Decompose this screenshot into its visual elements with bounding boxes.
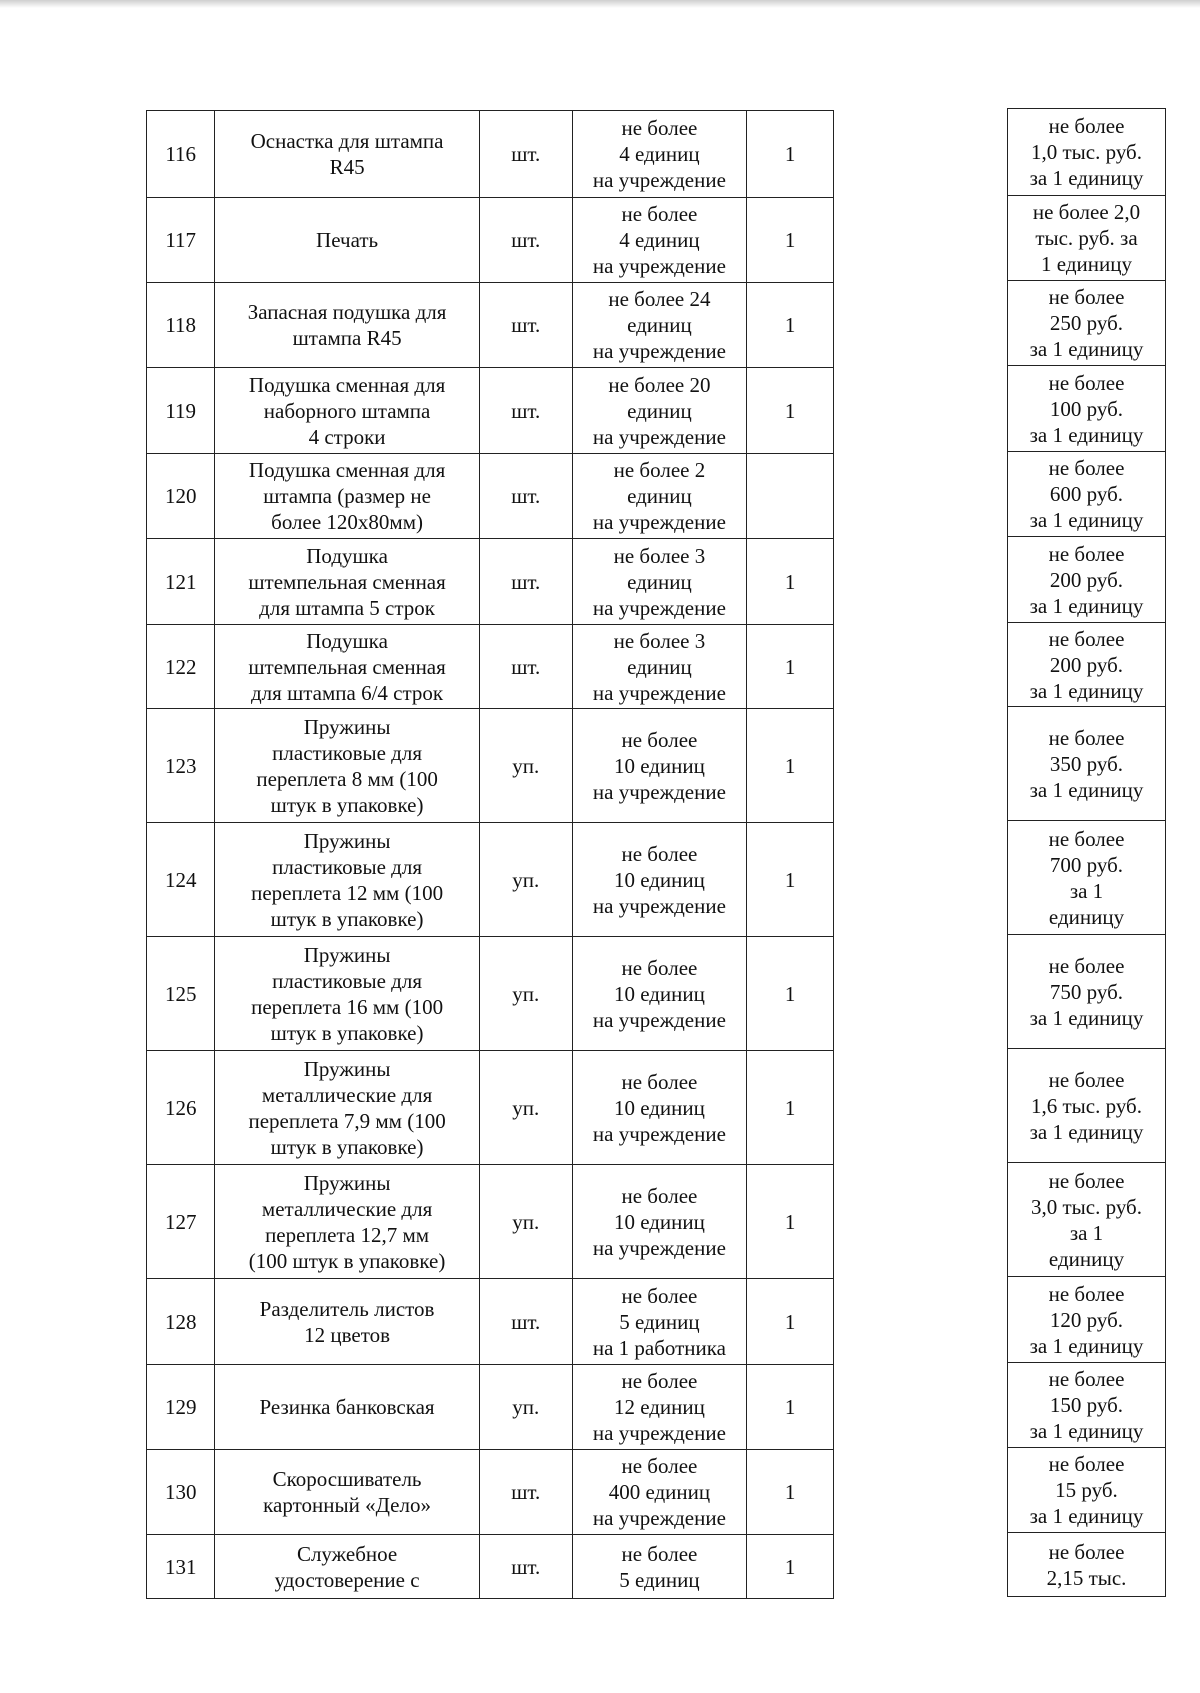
price-row bbox=[1008, 281, 1166, 366]
item-name-cell bbox=[215, 1535, 479, 1599]
unit-cell bbox=[479, 1450, 572, 1535]
price-text: не более 200 руб. за 1 единицу bbox=[1029, 626, 1144, 703]
count-cell bbox=[747, 1279, 834, 1365]
item-name-cell bbox=[215, 1450, 479, 1535]
price-text: не более 250 руб. за 1 единицу bbox=[1029, 285, 1144, 361]
item-name-cell bbox=[215, 111, 479, 198]
count-cell bbox=[747, 625, 834, 709]
row-number-cell bbox=[147, 1165, 215, 1279]
row-number-cell bbox=[147, 454, 215, 539]
row-number-cell bbox=[147, 111, 215, 198]
price-cell bbox=[1008, 1363, 1166, 1448]
table-row bbox=[147, 1051, 834, 1165]
price-row bbox=[1008, 196, 1166, 281]
unit-text: уп. bbox=[512, 867, 540, 892]
unit-cell bbox=[479, 368, 572, 454]
price-row bbox=[1008, 537, 1166, 623]
count-cell bbox=[747, 454, 834, 539]
count-text: 1 bbox=[784, 228, 796, 252]
price-text: не более 200 руб. за 1 единицу bbox=[1029, 541, 1144, 618]
row-number-cell bbox=[147, 625, 215, 709]
price-text: не более 2,0 тыс. руб. за 1 единицу bbox=[1032, 200, 1141, 276]
row-number-text: 116 bbox=[165, 142, 197, 166]
quantity-norm-cell bbox=[572, 1165, 747, 1279]
unit-cell bbox=[479, 1365, 572, 1450]
item-name-text: Запасная подушка для штампа R45 bbox=[247, 300, 447, 350]
price-row bbox=[1008, 1533, 1166, 1597]
row-number-cell bbox=[147, 1051, 215, 1165]
unit-text: шт. bbox=[511, 142, 541, 166]
row-number-text: 127 bbox=[164, 1209, 197, 1234]
table-row bbox=[147, 625, 834, 709]
count-text: 1 bbox=[784, 1095, 796, 1120]
row-number-cell bbox=[147, 198, 215, 283]
count-cell bbox=[747, 709, 834, 823]
row-number-cell bbox=[147, 1279, 215, 1365]
count-cell bbox=[747, 539, 834, 625]
item-name-text: Оснастка для штампа R45 bbox=[250, 129, 444, 179]
count-text: 1 bbox=[784, 398, 796, 423]
item-name-cell bbox=[215, 937, 479, 1051]
quantity-norm-text: не более 12 единиц на учреждение bbox=[592, 1369, 726, 1445]
item-name-text: Разделитель листов 12 цветов bbox=[259, 1296, 435, 1347]
quantity-norm-cell bbox=[572, 1279, 747, 1365]
price-row bbox=[1008, 1049, 1166, 1163]
price-cell bbox=[1008, 452, 1166, 537]
row-number-text: 119 bbox=[165, 398, 197, 423]
quantity-norm-text: не более 5 единиц на 1 работника bbox=[592, 1283, 726, 1360]
quantity-norm-cell bbox=[572, 454, 747, 539]
price-text: не более 700 руб. за 1 единицу bbox=[1048, 826, 1125, 929]
unit-text: шт. bbox=[511, 1309, 541, 1334]
quantity-norm-text: не более 10 единиц на учреждение bbox=[592, 727, 726, 804]
row-number-cell bbox=[147, 1365, 215, 1450]
row-number-text: 120 bbox=[164, 484, 197, 508]
row-number-text: 128 bbox=[164, 1309, 197, 1334]
quantity-norm-text: не более 10 единиц на учреждение bbox=[592, 841, 726, 918]
norms-table-body bbox=[147, 111, 834, 1599]
row-number-cell bbox=[147, 539, 215, 625]
count-text: 1 bbox=[784, 142, 796, 166]
item-name-text: Пружины пластиковые для переплета 8 мм (100 штук в упаковке) bbox=[256, 714, 438, 817]
row-number-text: 129 bbox=[164, 1395, 197, 1419]
item-name-text: Скоросшиватель картонный «Дело» bbox=[263, 1467, 431, 1517]
quantity-norm-cell bbox=[572, 283, 747, 368]
quantity-norm-text: не более 10 единиц на учреждение bbox=[592, 955, 726, 1032]
unit-text: уп. bbox=[512, 753, 540, 778]
item-name-text: Пружины пластиковые для переплета 12 мм (100 штук в упаковке) bbox=[251, 828, 444, 931]
item-name-text: Подушка сменная для штампа (размер не более 120х80мм) bbox=[248, 458, 446, 534]
table-row bbox=[147, 823, 834, 937]
count-cell bbox=[747, 1051, 834, 1165]
quantity-norm-text: не более 3 единиц на учреждение bbox=[592, 628, 726, 705]
count-cell bbox=[747, 1535, 834, 1599]
price-text: не более 750 руб. за 1 единицу bbox=[1029, 953, 1144, 1030]
unit-text: шт. bbox=[511, 654, 541, 679]
table-row bbox=[147, 1165, 834, 1279]
quantity-norm-text: не более 5 единиц bbox=[619, 1541, 700, 1592]
item-name-text: Подушка сменная для наборного штампа 4 строки bbox=[248, 372, 446, 449]
item-name-cell bbox=[215, 709, 479, 823]
price-cell bbox=[1008, 707, 1166, 821]
row-number-cell bbox=[147, 1450, 215, 1535]
item-name-cell bbox=[215, 1365, 479, 1450]
item-name-text: Пружины пластиковые для переплета 16 мм (100 штук в упаковке) bbox=[251, 942, 444, 1045]
row-number-cell bbox=[147, 823, 215, 937]
row-number-text: 126 bbox=[164, 1095, 197, 1120]
price-text: не более 1,6 тыс. руб. за 1 единицу bbox=[1029, 1067, 1144, 1144]
unit-cell bbox=[479, 539, 572, 625]
price-text: не более 350 руб. за 1 единицу bbox=[1029, 725, 1144, 802]
price-cell bbox=[1008, 109, 1166, 196]
price-cell bbox=[1008, 537, 1166, 623]
count-text: 1 bbox=[784, 981, 796, 1006]
price-cell bbox=[1008, 1277, 1166, 1363]
price-text: не более 120 руб. за 1 единицу bbox=[1029, 1281, 1144, 1358]
count-text: 1 bbox=[784, 1480, 796, 1504]
price-cell bbox=[1008, 1049, 1166, 1163]
count-cell bbox=[747, 1450, 834, 1535]
price-row bbox=[1008, 707, 1166, 821]
item-name-cell bbox=[215, 1051, 479, 1165]
count-text: 1 bbox=[784, 1554, 796, 1579]
quantity-norm-text: не более 24 единиц на учреждение bbox=[592, 287, 726, 363]
quantity-norm-text: не более 10 единиц на учреждение bbox=[592, 1183, 726, 1260]
item-name-cell bbox=[215, 625, 479, 709]
count-cell bbox=[747, 368, 834, 454]
row-number-text: 124 bbox=[164, 867, 197, 892]
unit-cell bbox=[479, 1535, 572, 1599]
price-cell bbox=[1008, 623, 1166, 707]
quantity-norm-cell bbox=[572, 1051, 747, 1165]
count-text: 1 bbox=[784, 569, 796, 594]
row-number-cell bbox=[147, 709, 215, 823]
price-row bbox=[1008, 366, 1166, 452]
price-row bbox=[1008, 821, 1166, 935]
unit-text: уп. bbox=[512, 981, 540, 1006]
count-text: 1 bbox=[784, 1395, 796, 1419]
row-number-text: 125 bbox=[164, 981, 197, 1006]
item-name-text: Подушка штемпельная сменная для штампа 6/4 строк bbox=[248, 628, 446, 705]
quantity-norm-text: не более 400 единиц на учреждение bbox=[592, 1454, 726, 1530]
quantity-norm-text: не более 4 единиц на учреждение bbox=[592, 116, 726, 192]
table-row bbox=[147, 198, 834, 283]
price-cell bbox=[1008, 1448, 1166, 1533]
table-row bbox=[147, 1365, 834, 1450]
quantity-norm-cell bbox=[572, 539, 747, 625]
unit-text: шт. bbox=[511, 313, 541, 337]
table-row bbox=[147, 283, 834, 368]
price-cell bbox=[1008, 821, 1166, 935]
price-cell bbox=[1008, 1533, 1166, 1597]
unit-cell bbox=[479, 283, 572, 368]
unit-text: шт. bbox=[511, 228, 541, 252]
quantity-norm-text: не более 4 единиц на учреждение bbox=[592, 202, 726, 278]
count-text: 1 bbox=[784, 753, 796, 778]
price-cell bbox=[1008, 1163, 1166, 1277]
row-number-text: 122 bbox=[164, 654, 197, 679]
unit-text: шт. bbox=[511, 1554, 541, 1579]
item-name-cell bbox=[215, 283, 479, 368]
scan-top-edge bbox=[0, 0, 1200, 8]
row-number-text: 117 bbox=[165, 228, 197, 252]
price-text: не более 100 руб. за 1 единицу bbox=[1029, 370, 1144, 447]
quantity-norm-cell bbox=[572, 368, 747, 454]
row-number-cell bbox=[147, 1535, 215, 1599]
row-number-text: 118 bbox=[165, 313, 197, 337]
price-cell bbox=[1008, 366, 1166, 452]
row-number-cell bbox=[147, 937, 215, 1051]
price-row bbox=[1008, 935, 1166, 1049]
table-row bbox=[147, 454, 834, 539]
quantity-norm-cell bbox=[572, 1535, 747, 1599]
row-number-text: 121 bbox=[164, 569, 197, 594]
quantity-norm-cell bbox=[572, 709, 747, 823]
price-row bbox=[1008, 109, 1166, 196]
count-text: 1 bbox=[784, 654, 796, 679]
price-row bbox=[1008, 1277, 1166, 1363]
item-name-cell bbox=[215, 823, 479, 937]
unit-cell bbox=[479, 625, 572, 709]
count-text: 1 bbox=[784, 1309, 796, 1334]
quantity-norm-cell bbox=[572, 111, 747, 198]
price-text: не более 1,0 тыс. руб. за 1 единицу bbox=[1029, 114, 1144, 190]
unit-cell bbox=[479, 454, 572, 539]
quantity-norm-cell bbox=[572, 1450, 747, 1535]
count-cell bbox=[747, 1365, 834, 1450]
unit-cell bbox=[479, 198, 572, 283]
item-name-cell bbox=[215, 1165, 479, 1279]
price-text: не более 3,0 тыс. руб. за 1 единицу bbox=[1031, 1168, 1142, 1271]
table-row bbox=[147, 937, 834, 1051]
table-row bbox=[147, 709, 834, 823]
unit-text: шт. bbox=[511, 484, 541, 508]
unit-cell bbox=[479, 1051, 572, 1165]
item-name-cell bbox=[215, 454, 479, 539]
price-text: не более 150 руб. за 1 единицу bbox=[1029, 1367, 1144, 1443]
count-cell bbox=[747, 1165, 834, 1279]
count-cell bbox=[747, 823, 834, 937]
unit-cell bbox=[479, 709, 572, 823]
quantity-norm-text: не более 3 единиц на учреждение bbox=[592, 543, 726, 620]
price-text: не более 600 руб. за 1 единицу bbox=[1029, 456, 1144, 532]
unit-text: шт. bbox=[511, 1480, 541, 1504]
price-row bbox=[1008, 1363, 1166, 1448]
price-row bbox=[1008, 1163, 1166, 1277]
price-cell bbox=[1008, 196, 1166, 281]
item-name-text: Пружины металлические для переплета 7,9 мм (100 штук в упаковке) bbox=[248, 1056, 446, 1159]
unit-text: уп. bbox=[512, 1209, 540, 1234]
table-row bbox=[147, 368, 834, 454]
item-name-cell bbox=[215, 198, 479, 283]
count-cell bbox=[747, 937, 834, 1051]
count-cell bbox=[747, 111, 834, 198]
table-row bbox=[147, 1279, 834, 1365]
table-row bbox=[147, 1535, 834, 1599]
quantity-norm-cell bbox=[572, 823, 747, 937]
item-name-cell bbox=[215, 368, 479, 454]
price-column-body bbox=[1008, 109, 1166, 1597]
price-cell bbox=[1008, 281, 1166, 366]
unit-cell bbox=[479, 1165, 572, 1279]
count-cell bbox=[747, 198, 834, 283]
count-cell bbox=[747, 283, 834, 368]
table-row bbox=[147, 1450, 834, 1535]
norms-table bbox=[146, 110, 834, 1599]
row-number-cell bbox=[147, 368, 215, 454]
item-name-text: Служебное удостоверение с bbox=[274, 1541, 420, 1592]
row-number-text: 131 bbox=[164, 1554, 197, 1579]
item-name-text: Пружины металлические для переплета 12,7 мм (100 штук в упаковке) bbox=[248, 1170, 446, 1273]
row-number-cell bbox=[147, 283, 215, 368]
count-text: 1 bbox=[784, 867, 796, 892]
quantity-norm-text: не более 20 единиц на учреждение bbox=[592, 372, 726, 449]
quantity-norm-text: не более 10 единиц на учреждение bbox=[592, 1069, 726, 1146]
item-name-cell bbox=[215, 539, 479, 625]
quantity-norm-text: не более 2 единиц на учреждение bbox=[592, 458, 726, 534]
quantity-norm-cell bbox=[572, 625, 747, 709]
item-name-text: Печать bbox=[316, 228, 379, 252]
unit-text: уп. bbox=[512, 1095, 540, 1120]
item-name-text: Резинка банковская bbox=[259, 1395, 435, 1419]
unit-cell bbox=[479, 937, 572, 1051]
quantity-norm-cell bbox=[572, 198, 747, 283]
price-row bbox=[1008, 452, 1166, 537]
unit-text: шт. bbox=[511, 569, 541, 594]
price-text: не более 15 руб. за 1 единицу bbox=[1029, 1452, 1144, 1528]
row-number-text: 130 bbox=[164, 1480, 197, 1504]
count-text: 1 bbox=[784, 313, 796, 337]
row-number-text: 123 bbox=[164, 753, 197, 778]
item-name-cell bbox=[215, 1279, 479, 1365]
price-column-table bbox=[1007, 108, 1166, 1597]
item-name-text: Подушка штемпельная сменная для штампа 5 строк bbox=[248, 543, 446, 620]
price-cell bbox=[1008, 935, 1166, 1049]
table-row bbox=[147, 111, 834, 198]
quantity-norm-cell bbox=[572, 1365, 747, 1450]
count-text: 1 bbox=[784, 1209, 796, 1234]
unit-cell bbox=[479, 1279, 572, 1365]
price-row bbox=[1008, 1448, 1166, 1533]
unit-cell bbox=[479, 823, 572, 937]
unit-cell bbox=[479, 111, 572, 198]
table-row bbox=[147, 539, 834, 625]
unit-text: уп. bbox=[512, 1395, 540, 1419]
quantity-norm-cell bbox=[572, 937, 747, 1051]
price-text: не более 2,15 тыс. bbox=[1046, 1539, 1127, 1590]
unit-text: шт. bbox=[511, 398, 541, 423]
price-row bbox=[1008, 623, 1166, 707]
